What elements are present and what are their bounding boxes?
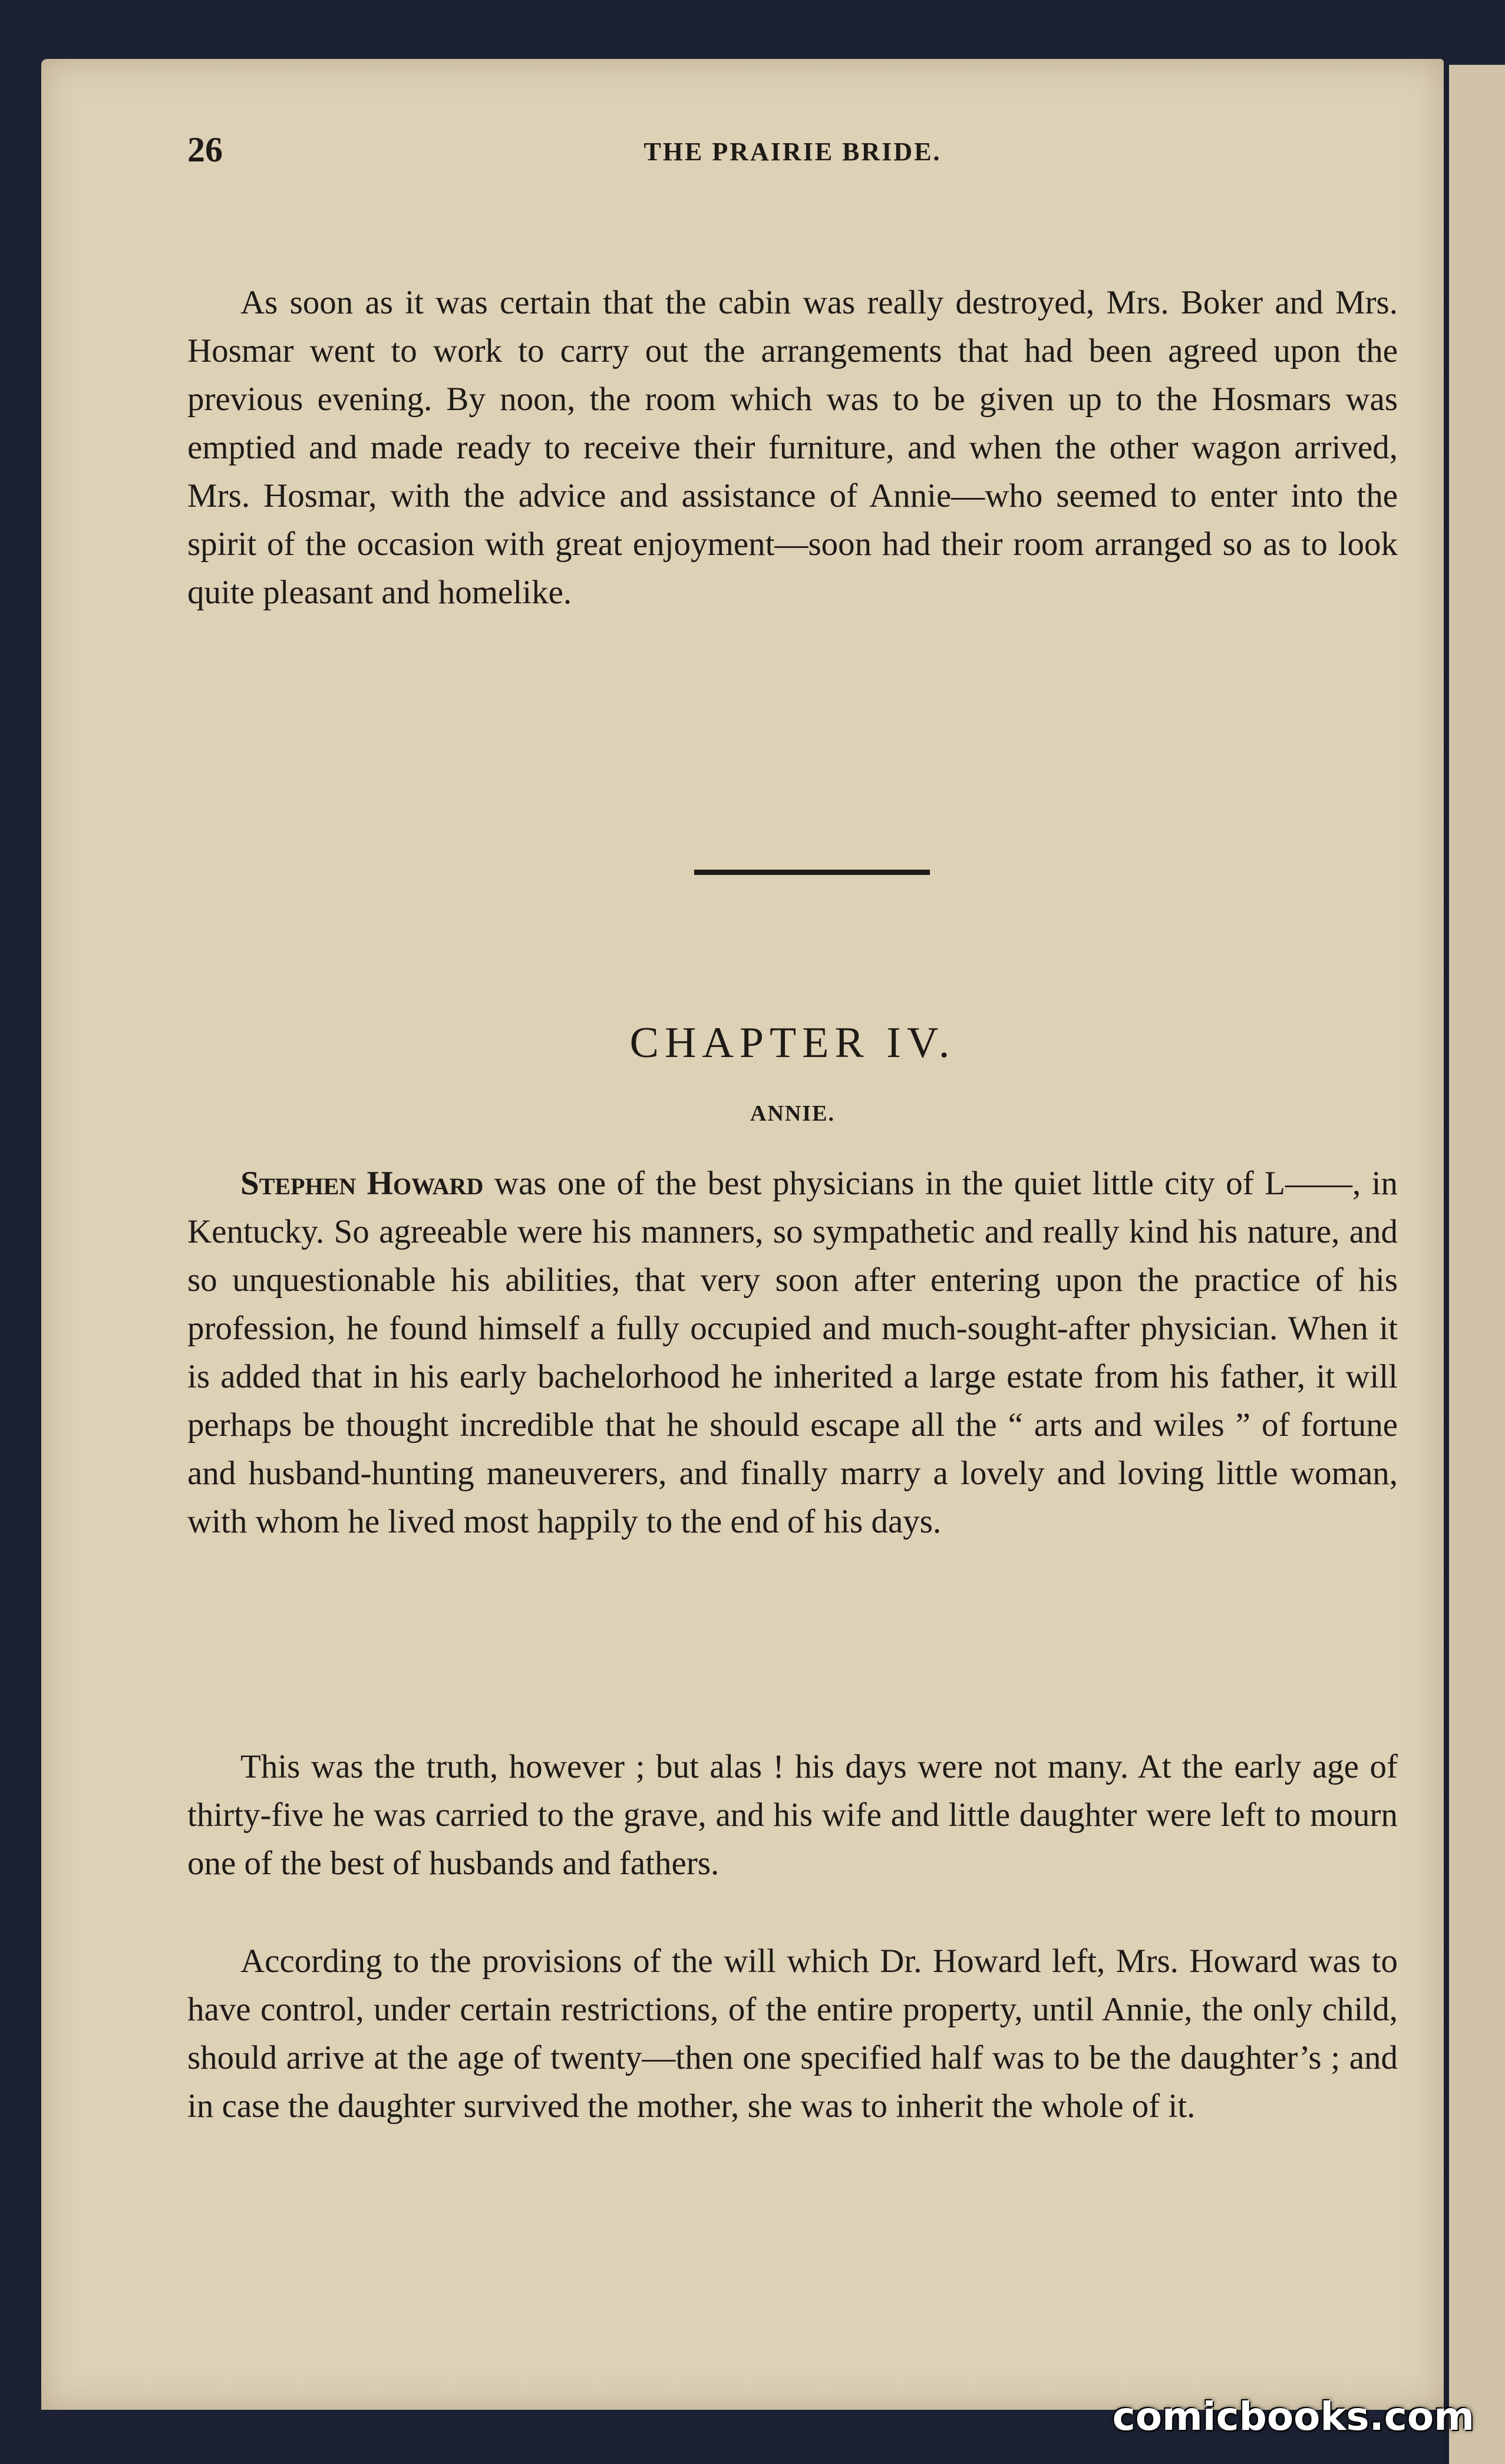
paragraph-truth [187,1743,1398,1888]
paragraph-stephen-howard [187,1160,1398,1546]
paragraph-truth-text: This was the truth, however ; but alas ! his days were not many. At the early age of thirty-five he was carried to the grave, and his wife and little daughter were left to mourn one of the best of husbands and fathers. [187,1748,1398,1882]
lead-first-name: Stephen [240,1165,357,1202]
section-divider [694,870,930,875]
paragraph-cabin-text: As soon as it was certain that the cabin was really destroyed, Mrs. Boker and Mrs. Hosmar went to work to carry out the arrangements that had been agreed upon the previous evening. By noon, the room which was to be given up to the Hosmars was emptied and made ready to receive their furniture, and when the other wagon arrived, Mrs. Hosmar, with the advice and assistance of Annie—who seemed to enter into the spirit of the occasion with great enjoyment—soon had their room arranged so as to look quite pleasant and homelike. [187,284,1398,611]
chapter-subtitle: ANNIE. [750,1101,835,1126]
site-watermark: comicbooks.com [1112,2394,1474,2439]
running-head: THE PRAIRIE BRIDE. [643,137,942,166]
book-spine-edge [1443,65,1505,2464]
lead-last-name: Howard [367,1165,484,1202]
page-header [187,130,1398,189]
page-number: 26 [187,130,223,169]
chapter-title: CHAPTER IV. [629,1019,956,1067]
paragraph-will [187,1937,1398,2131]
paragraph-cabin [187,279,1398,617]
paragraph-will-text: According to the provisions of the will which Dr. Howard left, Mrs. Howard was to have control, under certain restrictions, of the entire property, until Annie, the only child, should arrive at the age of twenty—then one specified half was to be the daughter’s ; and in case the daughter survived the mother, she was to inherit the whole of it. [187,1943,1398,2125]
paragraph-stephen-howard-text: was one of the best physicians in the quiet little city of L——, in Kentucky. So agreeable were his manners, so sympathetic and really kind his nature, and so unquestionable his abilities, that very soon after entering upon the practice of his profession, he found himself a fully occupied and much-sought-after physician. When it is added that in his early bachelorhood he inherited a large estate from his father, it will perhaps be thought incredible that he should escape all the “ arts and wiles ” of fortune and husband-hunting maneuverers, and finally marry a lovely and loving little woman, with whom he lived most happily to the end of his days. [187,1165,1398,1540]
